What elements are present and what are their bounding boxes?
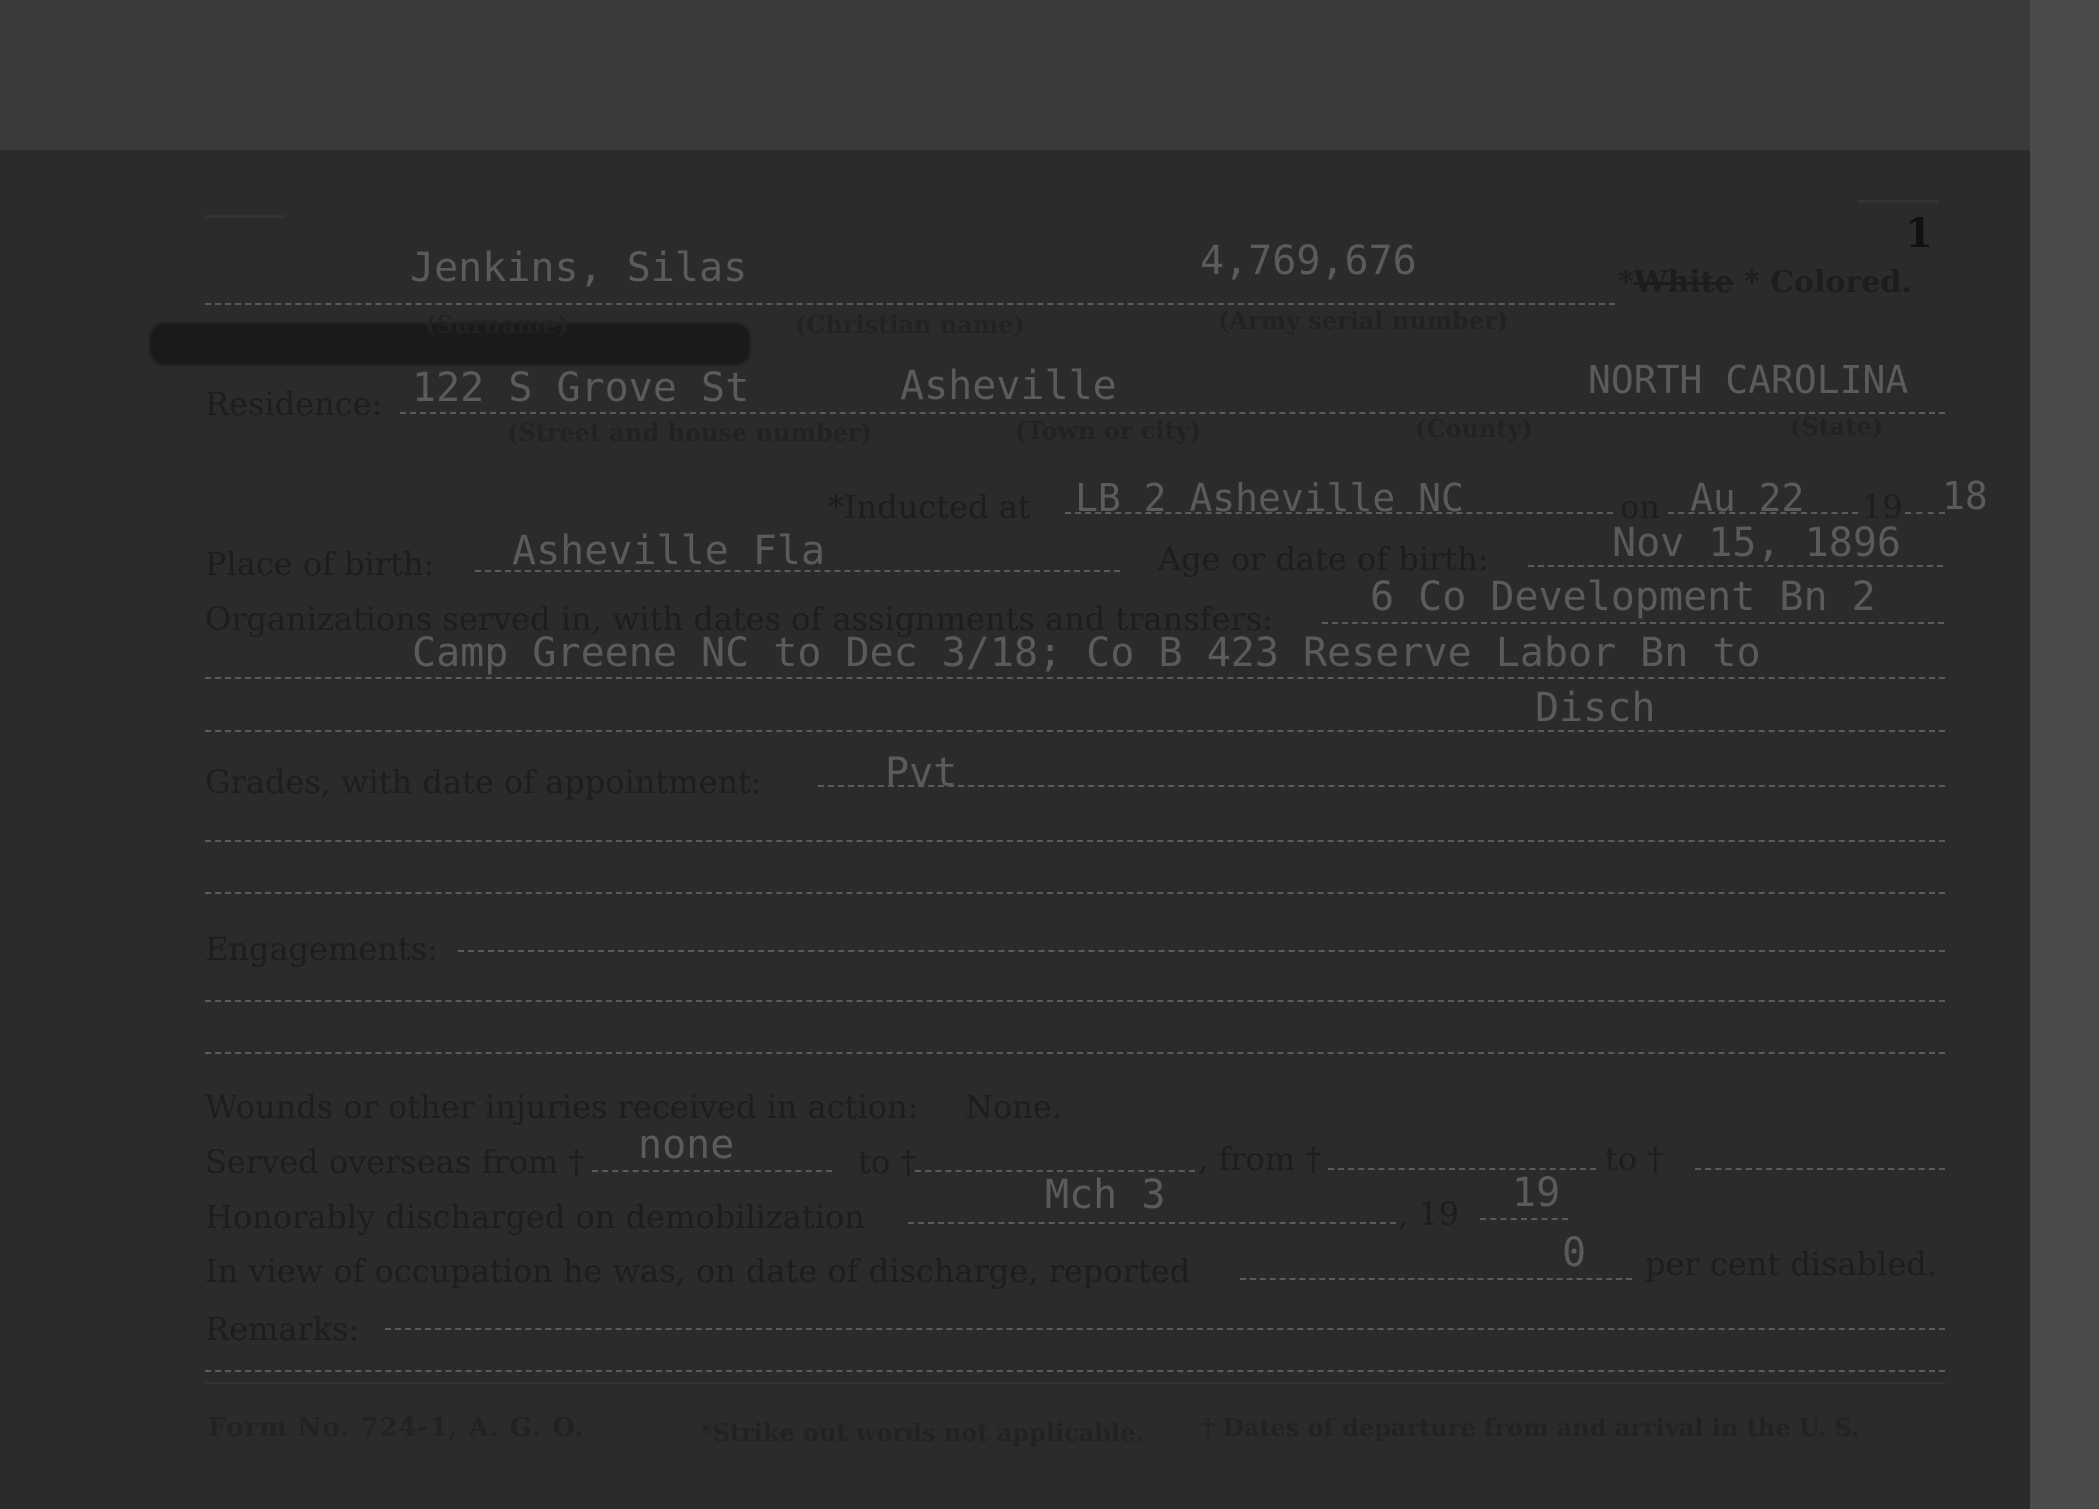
- disability-value: 0: [1562, 1230, 1587, 1276]
- overseas-from2-label: , from †: [1198, 1140, 1322, 1178]
- grades-line1: [818, 785, 1945, 787]
- street-caption: (Street and house number): [507, 418, 872, 447]
- induction-year-line: [1905, 512, 1945, 514]
- grades-line2: [205, 840, 1945, 842]
- place-of-birth-line: [475, 570, 1120, 572]
- discharge-date: Mch 3: [1045, 1172, 1166, 1218]
- discharge-year: 19: [1512, 1170, 1561, 1216]
- engagements-line2: [205, 1000, 1945, 1002]
- disability-suffix: per cent disabled.: [1645, 1245, 1937, 1283]
- overseas-to2-line: [1695, 1168, 1945, 1170]
- grades-value: Pvt: [885, 750, 958, 796]
- wounds-label: Wounds or other injuries received in action:: [205, 1088, 919, 1126]
- wounds-value: None.: [965, 1088, 1062, 1126]
- place-of-birth-label: Place of birth:: [205, 545, 435, 583]
- card-number: 1: [1905, 210, 1933, 257]
- organizations-label: Organizations served in, with dates of assignments and transfers:: [205, 600, 1273, 638]
- place-of-birth-value: Asheville Fla: [512, 528, 826, 574]
- overseas-to-label: to †: [858, 1143, 917, 1181]
- footer-rule: [205, 1382, 1945, 1384]
- strike-note: *Strike out words not applicable.: [700, 1418, 1144, 1447]
- race-options: *White * Colored.: [1618, 265, 1912, 300]
- disability-line: [1240, 1278, 1632, 1280]
- overseas-to2-label: to †: [1605, 1140, 1664, 1178]
- organizations-line1-rule: [1322, 622, 1944, 624]
- age-label: Age or date of birth:: [1158, 540, 1489, 578]
- serial-value: 4,769,676: [1200, 238, 1417, 284]
- grades-label: Grades, with date of appointment:: [205, 763, 762, 801]
- overseas-from-value: none: [638, 1122, 735, 1168]
- induction-date: Au 22: [1690, 476, 1805, 520]
- residence-city: Asheville: [900, 363, 1117, 409]
- grades-line3: [205, 892, 1945, 894]
- overseas-from-line: [592, 1170, 832, 1172]
- residence-street: 122 S Grove St: [412, 365, 750, 411]
- organizations-line2: Camp Greene NC to Dec 3/18; Co B 423 Reserve Labor Bn to: [412, 630, 1761, 676]
- organizations-line3: Disch: [1535, 685, 1656, 731]
- engagements-label: Engagements:: [205, 930, 438, 968]
- top-left-rule: [205, 215, 285, 218]
- residence-line: [400, 412, 1945, 414]
- organizations-line1: 6 Co Development Bn 2: [1370, 574, 1876, 620]
- county-caption: (County): [1415, 414, 1533, 443]
- name-line: [205, 303, 1615, 305]
- christian-caption: (Christian name): [795, 310, 1025, 339]
- background-top: [0, 0, 2099, 150]
- birth-date-value: Nov 15, 1896: [1612, 520, 1901, 566]
- race-white: White: [1633, 265, 1734, 300]
- induction-year-prefix: 19: [1862, 488, 1903, 526]
- background-right: [2030, 0, 2099, 1509]
- name-value: Jenkins, Silas: [410, 245, 748, 291]
- remarks-line2: [205, 1370, 1945, 1372]
- form-number: Form No. 724-1, A. G. O.: [208, 1413, 585, 1443]
- race-colored: Colored.: [1770, 265, 1912, 300]
- residence-state: NORTH CAROLINA: [1588, 358, 1909, 402]
- remarks-line1: [385, 1328, 1945, 1330]
- discharge-label: Honorably discharged on demobilization: [205, 1198, 865, 1236]
- induction-date-line: [1668, 512, 1858, 514]
- state-caption: (State): [1790, 412, 1884, 441]
- engagements-line1: [458, 950, 1945, 952]
- remarks-label: Remarks:: [205, 1310, 360, 1348]
- induction-year: 18: [1942, 474, 1988, 518]
- city-caption: (Town or city): [1015, 416, 1202, 445]
- discharge-year-line: [1480, 1218, 1568, 1220]
- organizations-line2-rule: [205, 677, 1945, 679]
- dates-note: † Dates of departure from and arrival in the U. S.: [1202, 1413, 1860, 1442]
- discharge-year-prefix: , 19: [1398, 1195, 1460, 1233]
- induction-place: LB 2 Asheville NC: [1075, 476, 1464, 520]
- inducted-label: *Inducted at: [828, 488, 1031, 526]
- induction-on-label: on: [1620, 488, 1660, 526]
- serial-caption: (Army serial number): [1218, 306, 1509, 335]
- birth-date-line: [1528, 565, 1943, 567]
- top-right-rule: [1858, 200, 1938, 203]
- residence-label: Residence:: [205, 385, 383, 423]
- engagements-line3: [205, 1052, 1945, 1054]
- organizations-line3-rule: [205, 730, 1945, 732]
- surname-caption: (Surname): [425, 310, 569, 339]
- induction-place-line: [1065, 512, 1613, 514]
- disability-label: In view of occupation he was, on date of discharge, reported: [205, 1252, 1191, 1290]
- overseas-from-label: Served overseas from †: [205, 1143, 585, 1181]
- discharge-date-line: [908, 1222, 1396, 1224]
